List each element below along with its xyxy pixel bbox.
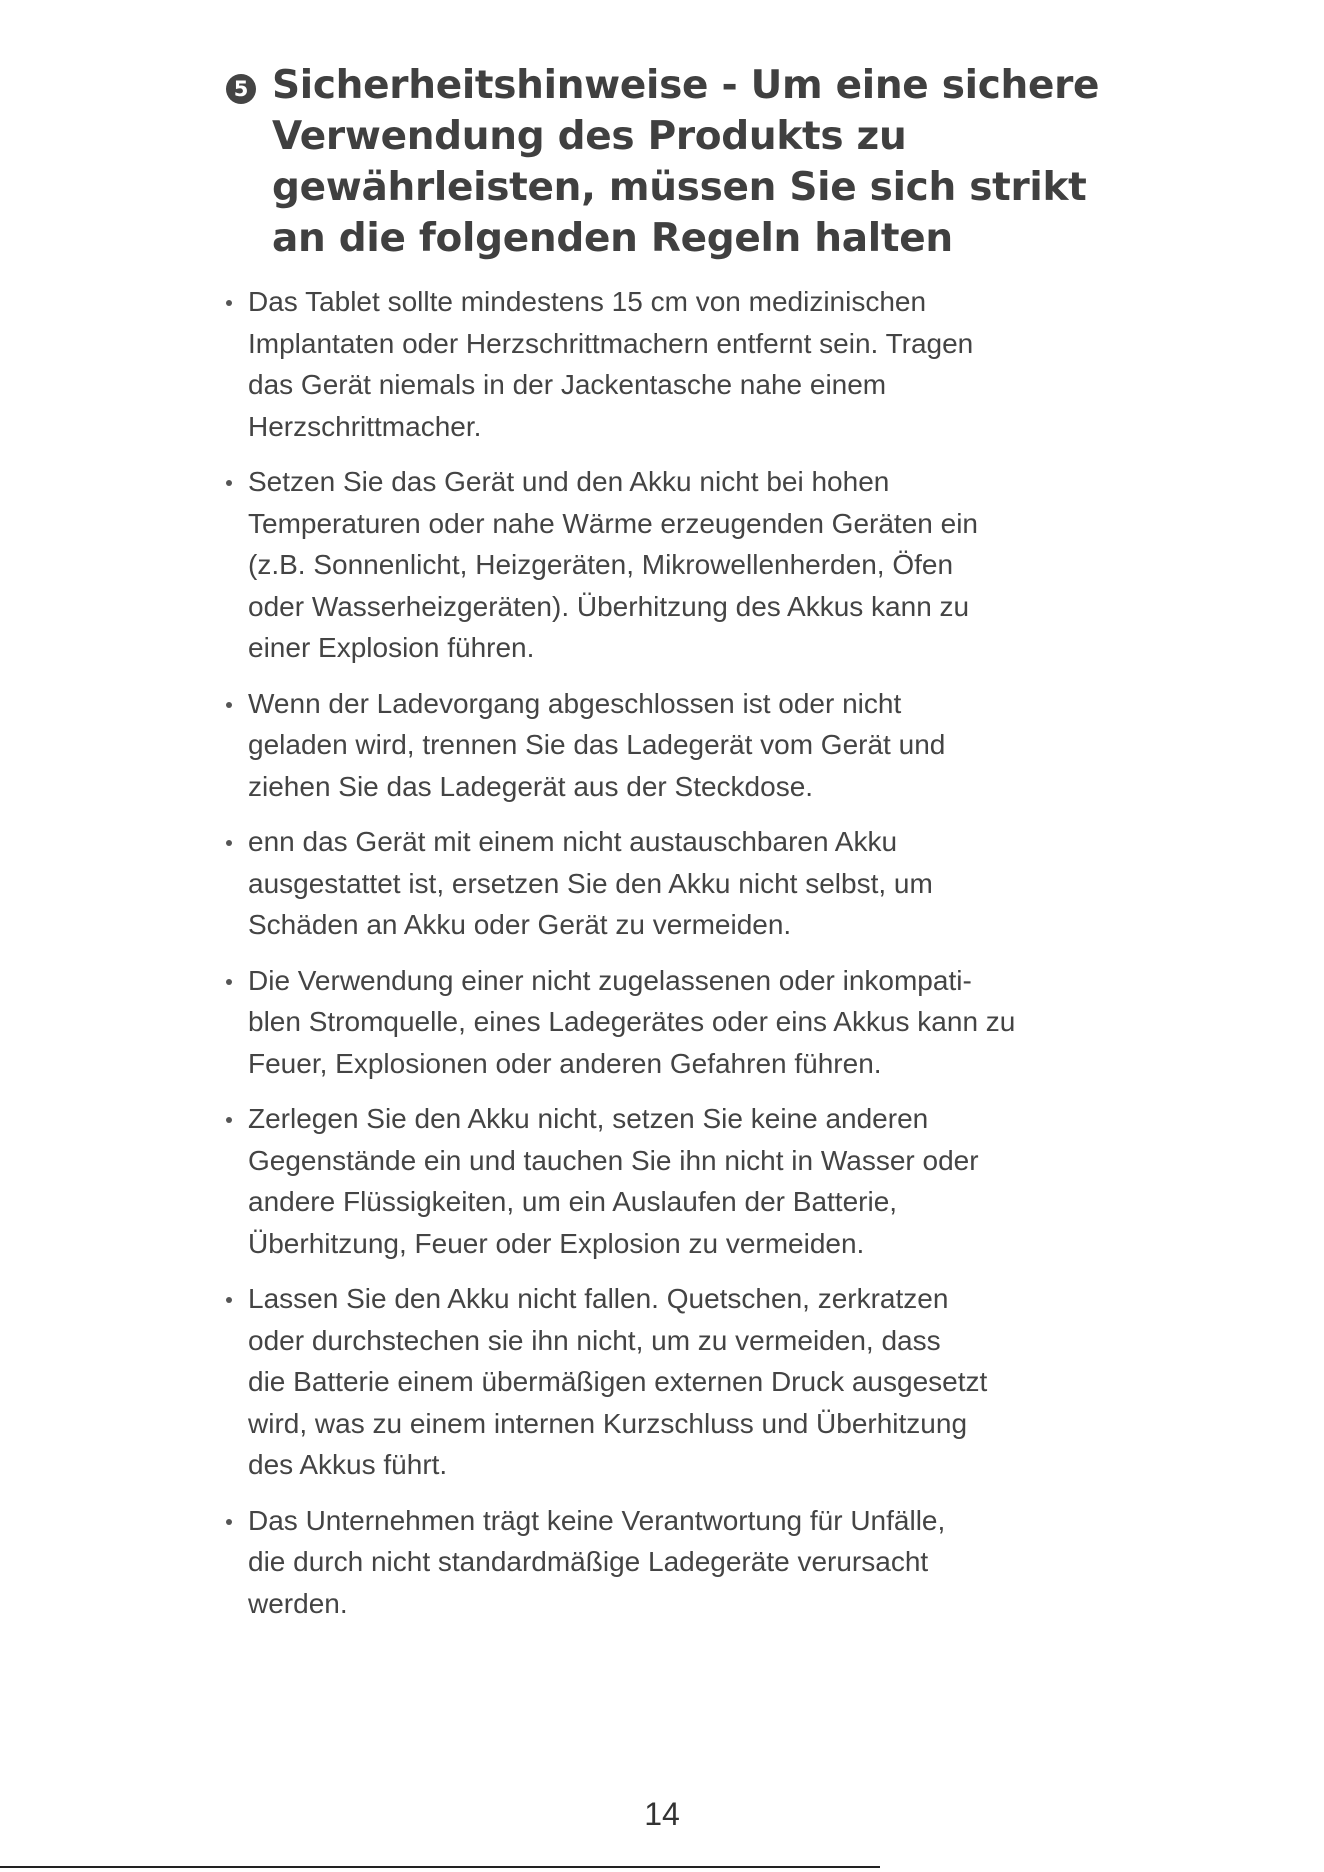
section-heading: [226, 60, 1126, 264]
bullet-icon: [226, 1519, 232, 1525]
list-item-text: Setzen Sie das Gerät und den Akku nicht bei hohen Temperaturen oder nahe Wärme erzeugenden Geräten ein (z.B. Sonnenlicht, Heizgeräten, Mikrowellenherden, Öfen oder Wasserheizgeräten). Überhitzung des Akkus kann zu einer Explosion führen.: [248, 466, 978, 663]
footer-divider: [0, 1866, 880, 1868]
list-item-text: Wenn der Ladevorgang abgeschlossen ist oder nicht geladen wird, trennen Sie das Ladegerät vom Gerät und ziehen Sie das Ladegerät aus der Steckdose.: [248, 687, 946, 802]
list-item: [226, 1278, 1126, 1486]
list-item: [226, 1500, 1126, 1625]
section-title: Sicherheitshinweise - Um eine sichere Verwendung des Produkts zu gewährleisten, müssen Sie sich strikt an die folgenden Regeln halten: [272, 63, 1100, 261]
list-item: [226, 1098, 1126, 1264]
section-number-badge: 5: [226, 74, 256, 104]
list-item-text: Zerlegen Sie den Akku nicht, setzen Sie keine anderen Gegenstände ein und tauchen Sie ihn nicht in Wasser oder andere Flüssigkeiten, um ein Auslaufen der Batterie, Überhitzung, Feuer oder Explosion zu vermeiden.: [248, 1103, 979, 1259]
list-item: [226, 281, 1126, 447]
list-item: [226, 683, 1126, 808]
safety-instructions-list: [226, 281, 1126, 1638]
bullet-icon: [226, 702, 232, 708]
bullet-icon: [226, 979, 232, 985]
list-item: [226, 960, 1126, 1085]
list-item-text: enn das Gerät mit einem nicht austauschbaren Akku ausgestattet ist, ersetzen Sie den Akku nicht selbst, um Schäden an Akku oder Gerät zu vermeiden.: [248, 826, 933, 940]
bullet-icon: [226, 840, 232, 846]
bullet-icon: [226, 300, 232, 306]
bullet-icon: [226, 1297, 232, 1303]
list-item-text: Lassen Sie den Akku nicht fallen. Quetschen, zerkratzen oder durchstechen sie ihn nicht, um zu vermeiden, dass die Batterie einem übermäßigen externen Druck ausgesetzt wird, was zu einem internen Kurzschluss und Überhitzung des Akkus führt.: [248, 1283, 988, 1480]
page-number: 14: [644, 1796, 680, 1832]
list-item: [226, 461, 1126, 669]
list-item-text: Die Verwendung einer nicht zugelassenen oder inkompati- blen Stromquelle, eines Ladegerätes oder eins Akkus kann zu Feuer, Explosionen oder anderen Gefahren führen.: [248, 964, 1016, 1079]
list-item-text: Das Unternehmen trägt keine Verantwortung für Unfälle, die durch nicht standardmäßige Ladegeräte verursacht werden.: [248, 1504, 946, 1619]
list-item: [226, 821, 1126, 946]
bullet-icon: [226, 1117, 232, 1123]
list-item-text: Das Tablet sollte mindestens 15 cm von medizinischen Implantaten oder Herzschrittmachern entfernt sein. Tragen das Gerät niemals in der Jackentasche nahe einem Herzschrittmacher.: [248, 286, 974, 442]
bullet-icon: [226, 480, 232, 486]
